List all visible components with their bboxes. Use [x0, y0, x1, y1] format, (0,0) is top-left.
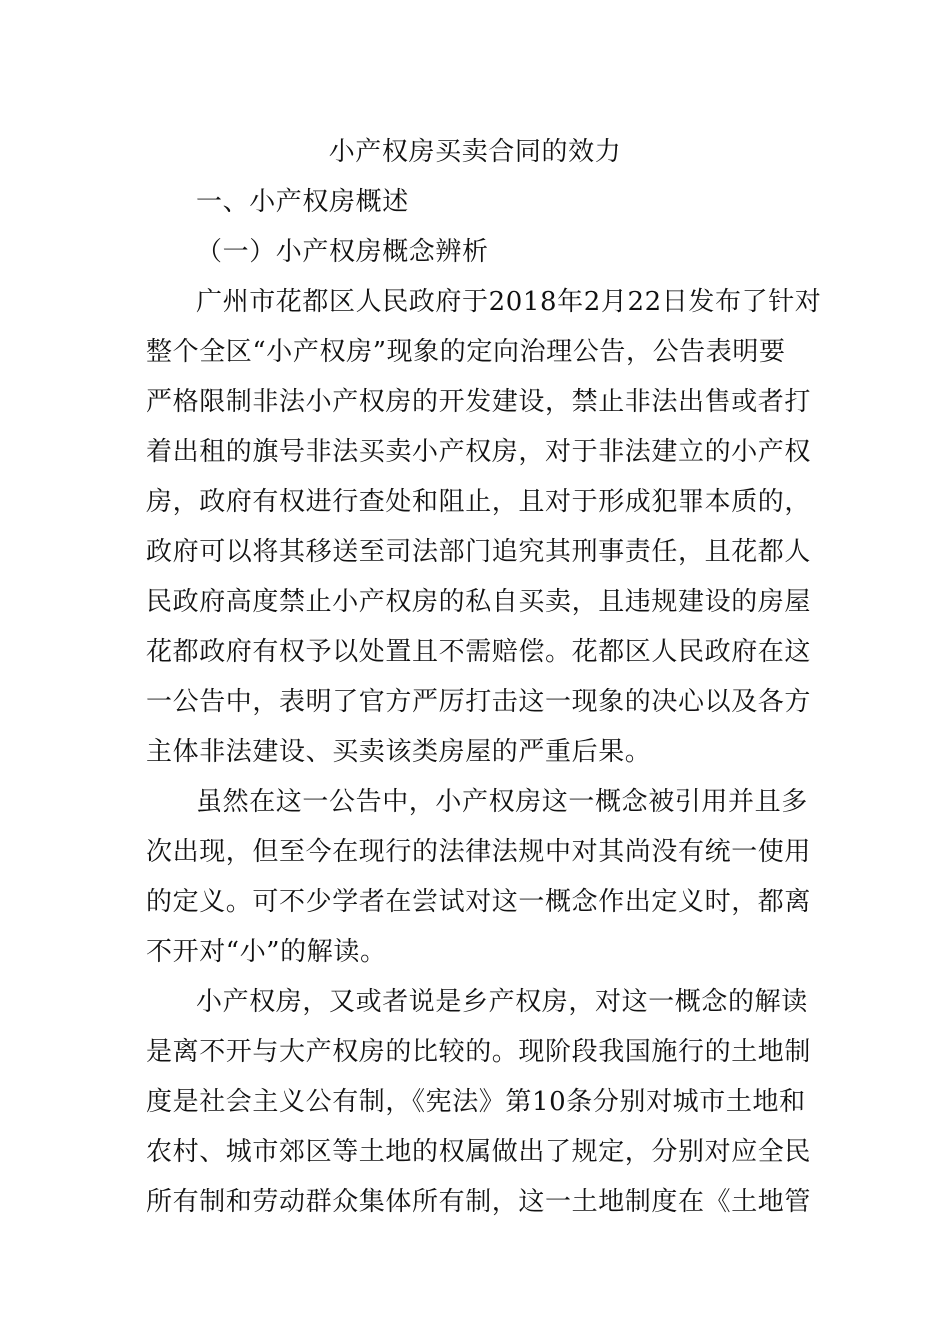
paragraph-line: 不开对“小”的解读。 [146, 937, 387, 967]
paragraph-line: 民政府高度禁止小产权房的私自买卖，且违规建设的房屋 [146, 587, 812, 617]
subsection-heading: （一）小产权房概念辨析 [196, 237, 489, 267]
paragraph-line: 小产权房，又或者说是乡产权房，对这一概念的解读 [196, 987, 808, 1017]
paragraph-line: 农村、城市郊区等土地的权属做出了规定，分别对应全民 [146, 1137, 812, 1167]
paragraph-line: 是离不开与大产权房的比较的。现阶段我国施行的土地制 [146, 1037, 812, 1067]
paragraph-line: 政府可以将其移送至司法部门追究其刑事责任，且花都人 [146, 537, 812, 567]
paragraph-line: 虽然在这一公告中，小产权房这一概念被引用并且多 [196, 787, 808, 817]
paragraph-line: 的定义。可不少学者在尝试对这一概念作出定义时，都离 [146, 887, 812, 917]
paragraph-line: 主体非法建设、买卖该类房屋的严重后果。 [146, 737, 652, 767]
paragraph-line: 着出租的旗号非法买卖小产权房，对于非法建立的小产权 [146, 437, 812, 467]
document-title: 小产权房买卖合同的效力 [328, 137, 622, 167]
section-heading: 一、小产权房概述 [196, 187, 409, 217]
paragraph-line: 严格限制非法小产权房的开发建设，禁止非法出售或者打 [146, 387, 812, 417]
paragraph-line: 所有制和劳动群众集体所有制，这一土地制度在《土地管 [146, 1187, 812, 1217]
paragraph-line: 广州市花都区人民政府于2018年2月22日发布了针对 [196, 287, 822, 317]
paragraph-line: 花都政府有权予以处置且不需赔偿。花都区人民政府在这 [146, 637, 812, 667]
paragraph-line: 房，政府有权进行查处和阻止，且对于形成犯罪本质的， [146, 487, 812, 517]
paragraph-line: 度是社会主义公有制，《宪法》第10条分别对城市土地和 [146, 1087, 806, 1117]
paragraph-line: 整个全区“小产权房”现象的定向治理公告，公告表明要 [146, 337, 786, 367]
paragraph-line: 一公告中，表明了官方严厉打击这一现象的决心以及各方 [146, 687, 812, 717]
paragraph-line: 次出现，但至今在现行的法律法规中对其尚没有统一使用 [146, 837, 812, 867]
